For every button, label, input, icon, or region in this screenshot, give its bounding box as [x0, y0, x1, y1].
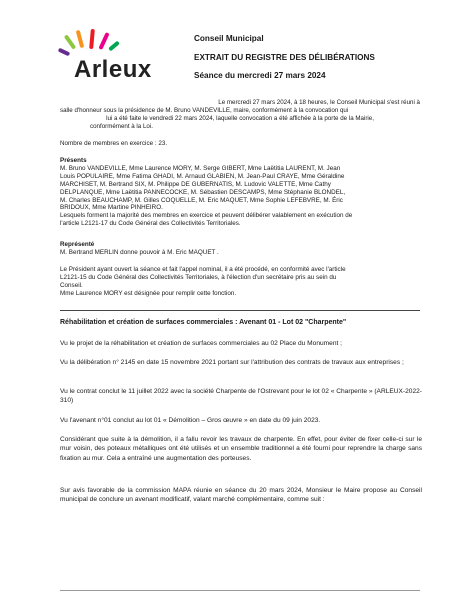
logo-ray: [58, 48, 71, 57]
logo-ray: [76, 30, 85, 48]
presents-line: MARCHISET, M. Bertrand SIX, M. Philippe DE GUBERNATIS, M. Ludovic VALETTE, Mme Cathy: [60, 180, 331, 188]
section-divider: [60, 310, 420, 311]
intro-line: conformément à la Loi.: [90, 122, 153, 130]
paragraph-vu-avenant: Vu l'avenant n°01 conclut au lot 01 « Démolition – Gros œuvre » en date du 09 juin 2023.: [60, 417, 321, 424]
council-title: Conseil Municipal: [194, 34, 264, 43]
paragraph-vu-contrat: Vu le contrat conclut le 11 juillet 2022 avec la société Charpente de l'Ostrevant pour le lot 02 « Charpente » (ARLEUX-2022-310): [60, 388, 422, 405]
presents-line: M. Charles BEAUCHAMP, M. Gilles COQUELLE, M. Eric MAQUET, Mme Sophie LEFEBVRE, M. Éric: [60, 196, 343, 204]
appel-line: L2121-15 du Code Général des Collectivités Territoriales, à l'élection d'un secrétaire pris au sein du: [60, 273, 337, 281]
logo-ray: [64, 34, 76, 49]
presents-section: [60, 157, 420, 228]
paragraph-commission: Sur avis favorable de la commission MAPA réunie en séance du 20 mars 2024, Monsieur le Maire propose au Conseil municipal de conclure un avenant modificatif, valant marché complémentaire, comme suit :: [60, 487, 422, 504]
session-date: Séance du mercredi 27 mars 2024: [194, 71, 326, 80]
paragraph-considerant: Considérant que suite à la démolition, il a fallu revoir les travaux de charpente. En effet, pour éviter de fixer celle-ci sur le mur voisin, des poteaux métalliques ont été utilisés et un ensemble traditionnel a été fourni pour reprendre la charge sans fixation au mur. Cela a entraîné une augmentation des porteuses.: [60, 436, 422, 462]
represente-title: Représenté: [60, 241, 95, 248]
paragraph-vu-projet: Vu le projet de la réhabilitation et création de surfaces commerciales au 02 Place du Monument ;: [60, 340, 342, 347]
logo-text: Arleux: [74, 56, 152, 83]
appel-section: [60, 266, 420, 298]
logo-ray: [89, 29, 95, 49]
presents-line: Louis POPULAIRE, Mme Fatima GHADI, M. Arnaud GLABIEN, M. Jean-Paul CRAYE, Mme Géraldine: [60, 172, 345, 180]
presents-title: Présents: [60, 157, 87, 164]
members-count: Nombre de membres en exercice : 23.: [60, 140, 168, 147]
arleux-logo: [60, 32, 170, 92]
appel-line: Le Président ayant ouvert la séance et fait l'appel nominal, il a été procédé, en conformité avec l'article: [60, 266, 346, 273]
presents-line: Lesquels forment la majorité des membres en exercice et peuvent délibérer valablement en exécution de: [60, 212, 353, 220]
intro-paragraph: [60, 99, 420, 131]
presents-line: M. Bruno VANDEVILLE, Mme Laurence MORY, M. Serge GIBERT, Mme Laëtitia LAURENT, M. Jean: [60, 164, 341, 172]
logo-ray: [108, 41, 120, 52]
presents-line: l'article L2121-17 du Code Général des Collectivités Territoriales.: [60, 220, 241, 228]
paragraph-vu-deliberation: Vu la délibération n° 2145 en date 15 novembre 2021 portant sur l'attribution des contrats de travaux aux entreprises ;: [60, 359, 404, 366]
section-title: Réhabilitation et création de surfaces commerciales : Avenant 01 - Lot 02 "Charpente": [60, 319, 347, 326]
intro-line: lui a été faite le vendredi 22 mars 2024, laquelle convocation a été affichée à la porte de la Mairie,: [106, 114, 374, 122]
intro-line: salle d'honneur sous la présidence de M. Bruno VANDEVILLE, maire, conformément à la convocation qui: [60, 106, 349, 114]
presents-line: DELPLANQUE, Mme Laëtitia PANNECOCKE, M. Sébastien DESCAMPS, Mme Stéphanie BLONDEL,: [60, 188, 346, 196]
footer-divider: [60, 590, 420, 591]
represente-section: [60, 241, 420, 257]
intro-line: Le mercredi 27 mars 2024, à 18 heures, le Conseil Municipal s'est réuni à: [218, 99, 420, 106]
register-title: EXTRAIT DU REGISTRE DES DÉLIBÉRATIONS: [194, 52, 375, 62]
appel-line: Conseil.: [60, 281, 83, 289]
document-header: [194, 34, 434, 90]
presents-line: BRIDOUX, Mme Martine PINHEIRO.: [60, 204, 163, 212]
appel-line: Mme Laurence MORY est désignée pour remplir cette fonction.: [60, 289, 237, 297]
represente-line: M. Bertrand MERLIN donne pouvoir à M. Eric MAQUET .: [60, 248, 219, 256]
